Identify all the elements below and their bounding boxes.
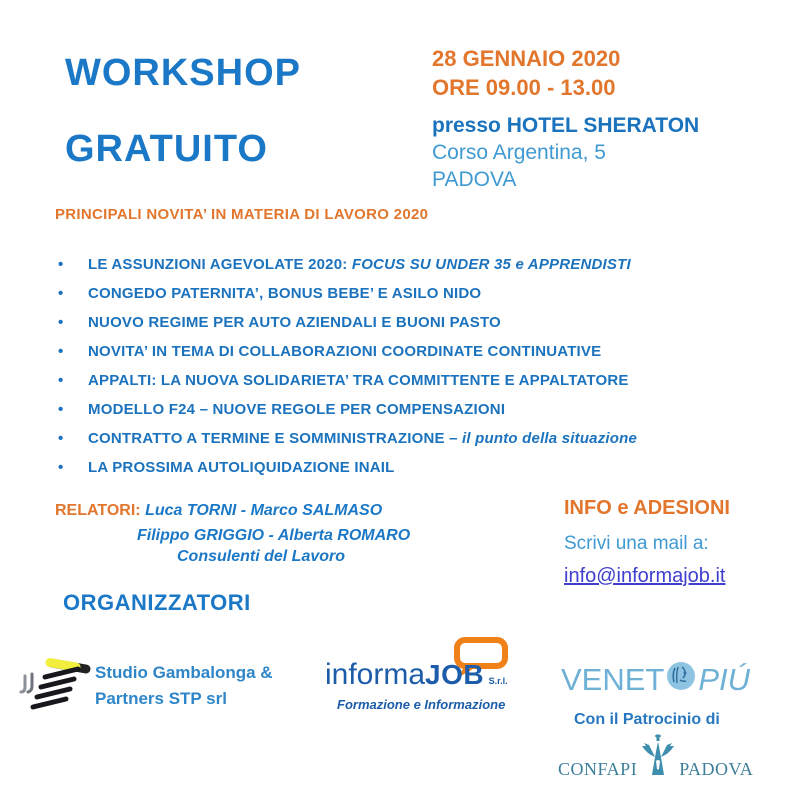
informajob-wordmark xyxy=(325,658,508,692)
agenda-item xyxy=(55,279,765,308)
venue-city: PADOVA xyxy=(432,168,517,191)
info-subtitle: Scrivi una mail a: xyxy=(564,533,709,554)
agenda-item-text: APPALTI: LA NUOVA SOLIDARIETA’ TRA COMMITTENTE E APPALTATORE xyxy=(88,372,629,389)
venue-name: presso HOTEL SHERATON xyxy=(432,114,700,137)
confapi-text-right: PADOVA xyxy=(679,759,754,779)
venetopiu-logo xyxy=(561,660,750,700)
informajob-word1: informa xyxy=(325,658,426,691)
agenda-item-text: LA PROSSIMA AUTOLIQUIDAZIONE INAIL xyxy=(88,459,395,476)
informajob-tagline: Formazione e Informazione xyxy=(337,697,506,712)
agenda-item xyxy=(55,250,765,279)
agenda-heading: PRINCIPALI NOVITA’ IN MATERIA DI LAVORO 2020 xyxy=(55,206,429,223)
speakers-line3: Consulenti del Lavoro xyxy=(177,548,346,565)
email-link[interactable]: info@informajob.it xyxy=(564,565,726,587)
venetopiu-part1: VENET xyxy=(561,662,665,697)
info-title: INFO e ADESIONI xyxy=(564,497,730,519)
confapi-padova-logo xyxy=(558,733,753,779)
agenda-item-text: CONTRATTO A TERMINE E SOMMINISTRAZIONE – xyxy=(88,430,463,447)
speakers-block xyxy=(55,500,410,567)
venue-address: Corso Argentina, 5 xyxy=(432,141,606,164)
confapi-emblem-icon xyxy=(637,733,679,779)
agenda-item xyxy=(55,453,765,482)
studio-name-line1: Studio Gambalonga & xyxy=(95,663,273,682)
agenda-item-text: NOVITA’ IN TEMA DI COLLABORAZIONI COORDINATE CONTINUATIVE xyxy=(88,343,602,360)
agenda-item-text: CONGEDO PATERNITA’, BONUS BEBE’ E ASILO NIDO xyxy=(88,285,482,302)
event-date: 28 GENNAIO 2020 xyxy=(432,46,621,71)
event-venue xyxy=(432,112,699,193)
venetopiu-part2: PIÚ xyxy=(698,662,751,697)
pen-stripes-icon xyxy=(18,644,98,719)
organizers-heading: ORGANIZZATORI xyxy=(63,590,251,615)
informajob-word2: JOB xyxy=(425,659,485,690)
workshop-title-line1: WORKSHOP xyxy=(65,52,301,94)
agenda-item xyxy=(55,337,765,366)
agenda-item xyxy=(55,424,765,453)
agenda-item-text: NUOVO REGIME PER AUTO AZIENDALI E BUONI PASTO xyxy=(88,314,501,331)
agenda-item xyxy=(55,366,765,395)
confapi-text-left: CONFAPI xyxy=(558,759,638,779)
globe-lion-icon xyxy=(664,660,698,700)
studio-gambalonga-name xyxy=(95,660,273,712)
workshop-title-line2: GRATUITO xyxy=(65,128,268,170)
agenda-item xyxy=(55,395,765,424)
event-datetime xyxy=(432,44,620,102)
agenda-item-text: MODELLO F24 – NUOVE REGOLE PER COMPENSAZIONI xyxy=(88,401,506,418)
agenda-item-italic: il punto della situazione xyxy=(462,430,638,447)
studio-name-line2: Partners STP srl xyxy=(95,689,227,708)
speakers-label: RELATORI: xyxy=(55,502,141,519)
agenda-item-italic: FOCUS SU UNDER 35 e APPRENDISTI xyxy=(351,256,631,273)
agenda-list xyxy=(55,250,765,482)
agenda-item-text: LE ASSUNZIONI AGEVOLATE 2020: xyxy=(88,256,352,273)
speakers-line2: Filippo GRIGGIO - Alberta ROMARO xyxy=(137,527,411,544)
informajob-suffix: S.r.l. xyxy=(488,676,508,686)
patronage-text: Con il Patrocinio di xyxy=(574,711,720,728)
event-time: ORE 09.00 - 13.00 xyxy=(432,75,616,100)
agenda-item xyxy=(55,308,765,337)
speakers-line1: Luca TORNI - Marco SALMASO xyxy=(145,502,383,519)
